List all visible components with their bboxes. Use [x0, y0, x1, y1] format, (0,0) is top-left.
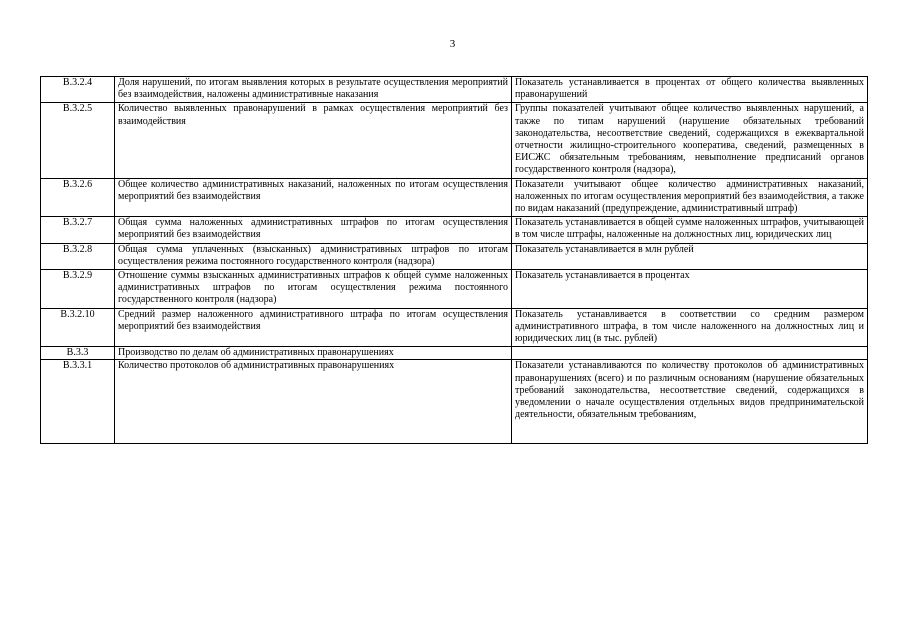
- indicator-code: В.3.2.4: [41, 77, 115, 103]
- indicator-description: Показатели устанавливаются по количеству протоколов об административных правонарушениях (всего) и по различным основаниям (нарушение обязательных требований законодательства, несоответствие сведений, содержащихся в уведомлении о начале осуществления отдельных видов предпринимательской деятельности, обязательным требованиям,: [512, 360, 868, 444]
- indicators-table: [40, 76, 868, 444]
- indicator-name: Средний размер наложенного административного штрафа по итогам осуществления мероприятий без взаимодействия: [115, 308, 512, 347]
- indicator-description: Показатель устанавливается в процентах: [512, 270, 868, 309]
- table-row: [41, 360, 868, 444]
- indicator-description: Показатель устанавливается в общей сумме наложенных штрафов, учитывающей в том числе штрафы, наложенные на должностных лиц, юридических лиц: [512, 217, 868, 243]
- indicator-description: Показатели учитывают общее количество административных наказаний, наложенных по итогам осуществления мероприятий без взаимодействия, а также по видам наказаний (предупреждение, административный штраф): [512, 178, 868, 217]
- indicator-description: Показатель устанавливается в процентах от общего количества выявленных правонарушений: [512, 77, 868, 103]
- indicator-code: В.3.2.8: [41, 243, 115, 269]
- table-row: [41, 77, 868, 103]
- table-row: [41, 270, 868, 309]
- indicator-name: Количество выявленных правонарушений в рамках осуществления мероприятий без взаимодействия: [115, 103, 512, 178]
- section-description: [512, 347, 868, 360]
- indicator-code: В.3.3.1: [41, 360, 115, 444]
- table-row: [41, 217, 868, 243]
- indicator-name: Общая сумма наложенных административных штрафов по итогам осуществления мероприятий без взаимодействия: [115, 217, 512, 243]
- indicator-name: Отношение суммы взысканных административных штрафов к общей сумме наложенных административных штрафов по итогам осуществления режима постоянного государственного контроля (надзора): [115, 270, 512, 309]
- section-row: [41, 347, 868, 360]
- indicator-description: Показатель устанавливается в соответствии со средним размером административного штрафа, в том числе наложенного на должностных лиц и юридических лиц (в тыс. рублей): [512, 308, 868, 347]
- indicator-name: Общее количество административных наказаний, наложенных по итогам осуществления мероприятий без взаимодействия: [115, 178, 512, 217]
- table-row: [41, 178, 868, 217]
- indicator-name: Доля нарушений, по итогам выявления которых в результате осуществления мероприятий без взаимодействия, наложены административные наказания: [115, 77, 512, 103]
- indicator-code: В.3.2.7: [41, 217, 115, 243]
- indicator-code: В.3.2.5: [41, 103, 115, 178]
- indicator-code: В.3.2.10: [41, 308, 115, 347]
- indicator-description: Группы показателей учитывают общее количество выявленных нарушений, а также по типам нарушений (нарушение обязательных требований законодательства, несоответствие сведений, содержащихся в ежеквартальной отчетности жилищно-строительного кооператива, сведений, размещенных в ЕИСЖС обязательным требованиям, невыполнение предписаний органов государственного контроля (надзора),: [512, 103, 868, 178]
- table-row: [41, 103, 868, 178]
- table-row: [41, 243, 868, 269]
- section-title: Производство по делам об административных правонарушениях: [115, 347, 512, 360]
- page-number: 3: [449, 38, 456, 50]
- table-row: [41, 308, 868, 347]
- section-code: В.3.3: [41, 347, 115, 360]
- indicator-code: В.3.2.9: [41, 270, 115, 309]
- indicator-description: Показатель устанавливается в млн рублей: [512, 243, 868, 269]
- indicator-name: Общая сумма уплаченных (взысканных) административных штрафов по итогам осуществления режима постоянного государственного контроля (надзора): [115, 243, 512, 269]
- indicator-name: Количество протоколов об административных правонарушениях: [115, 360, 512, 444]
- indicator-code: В.3.2.6: [41, 178, 115, 217]
